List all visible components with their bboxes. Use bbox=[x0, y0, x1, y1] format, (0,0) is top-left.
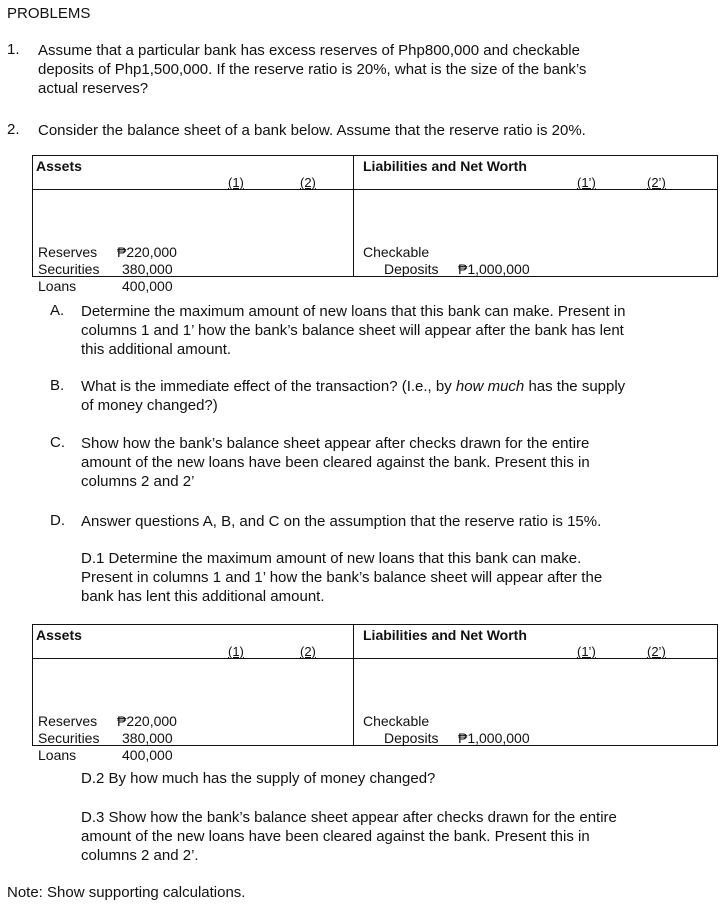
balance-sheet-table bbox=[32, 624, 718, 763]
asset-label: Reserves bbox=[38, 713, 98, 729]
assets-header bbox=[33, 156, 354, 190]
column-2-label: (2) bbox=[300, 175, 316, 190]
part-a-line: this additional amount. bbox=[81, 341, 232, 358]
liabilities-body bbox=[354, 190, 718, 277]
column-2-prime-label: (2’) bbox=[647, 175, 666, 190]
asset-value: ₱220,000 bbox=[117, 713, 177, 729]
liabilities-title: Liabilities and Net Worth bbox=[363, 158, 527, 174]
column-2-label: (2) bbox=[300, 644, 316, 659]
part-d3-line: columns 2 and 2’. bbox=[81, 847, 199, 864]
column-1-prime-label: (1’) bbox=[577, 175, 596, 190]
assets-header bbox=[33, 625, 354, 659]
part-c-line: amount of the new loans have been cleared against the bank. Present this in bbox=[81, 454, 590, 471]
part-b-line: of money changed?) bbox=[81, 397, 218, 414]
problem-1-text bbox=[38, 41, 586, 98]
page-title: PROBLEMS bbox=[7, 5, 91, 22]
part-a-line: Determine the maximum amount of new loans that this bank can make. Present in bbox=[81, 303, 626, 320]
part-d3-line: D.3 Show how the bank’s balance sheet appear after checks drawn for the entire bbox=[81, 809, 617, 826]
problem-2-text: Consider the balance sheet of a bank below. Assume that the reserve ratio is 20%. bbox=[38, 122, 586, 139]
part-b-letter: B. bbox=[50, 377, 65, 394]
part-b-text-pre: What is the immediate effect of the transaction? (I.e., by bbox=[81, 378, 456, 395]
liability-label: Deposits bbox=[384, 261, 439, 277]
part-d2-text: D.2 By how much has the supply of money changed? bbox=[81, 770, 436, 787]
problem-1-line: Assume that a particular bank has excess reserves of Php800,000 and checkable bbox=[38, 42, 580, 59]
part-c-text bbox=[81, 434, 590, 491]
liability-value: ₱1,000,000 bbox=[458, 261, 530, 277]
part-b-emphasis: how much bbox=[455, 378, 525, 395]
asset-value: ₱220,000 bbox=[117, 244, 177, 260]
part-c-line: Show how the bank’s balance sheet appear after checks drawn for the entire bbox=[81, 435, 590, 452]
part-d-letter: D. bbox=[50, 512, 65, 529]
asset-label: Securities bbox=[38, 730, 100, 746]
assets-body bbox=[33, 190, 354, 294]
problem-1-line: actual reserves? bbox=[38, 80, 149, 97]
note: Note: Show supporting calculations. bbox=[7, 884, 246, 901]
asset-label: Securities bbox=[38, 261, 100, 277]
part-d3-line: amount of the new loans have been cleared against the bank. Present this in bbox=[81, 828, 590, 845]
asset-value: 380,000 bbox=[122, 261, 173, 277]
column-1-label: (1) bbox=[228, 175, 244, 190]
problem-1-line: deposits of Php1,500,000. If the reserve ratio is 20%, what is the size of the bank’s bbox=[38, 61, 587, 78]
column-2-prime-label: (2’) bbox=[647, 644, 666, 659]
balance-sheet-table bbox=[32, 155, 718, 294]
part-c-line: columns 2 and 2’ bbox=[81, 473, 195, 490]
part-d1-line: bank has lent this additional amount. bbox=[81, 588, 325, 605]
part-b-text bbox=[81, 377, 625, 415]
liabilities-header bbox=[354, 156, 718, 190]
asset-label: Loans bbox=[38, 747, 77, 763]
part-a-letter: A. bbox=[50, 302, 65, 319]
asset-value: 400,000 bbox=[122, 747, 173, 763]
part-b-line bbox=[81, 377, 625, 396]
part-d3-text bbox=[81, 808, 617, 865]
part-a-text bbox=[81, 302, 625, 359]
liabilities-header bbox=[354, 625, 718, 659]
part-b-text-post: has the supply bbox=[524, 378, 626, 395]
asset-label: Reserves bbox=[38, 244, 98, 260]
column-1-label: (1) bbox=[228, 644, 244, 659]
asset-value: 380,000 bbox=[122, 730, 173, 746]
problem-1-number: 1. bbox=[7, 41, 20, 58]
assets-title: Assets bbox=[36, 627, 82, 643]
liability-label: Deposits bbox=[384, 730, 439, 746]
part-c-letter: C. bbox=[50, 434, 65, 451]
problem-2-number: 2. bbox=[7, 121, 20, 138]
part-d1-line: Present in columns 1 and 1’ how the bank’s balance sheet will appear after the bbox=[81, 569, 603, 586]
liabilities-body bbox=[354, 659, 718, 746]
part-a-line: columns 1 and 1’ how the bank’s balance sheet will appear after the bank has lent bbox=[81, 322, 624, 339]
column-1-prime-label: (1’) bbox=[577, 644, 596, 659]
liability-label: Checkable bbox=[363, 244, 430, 260]
asset-value: 400,000 bbox=[122, 278, 173, 294]
asset-label: Loans bbox=[38, 278, 77, 294]
assets-title: Assets bbox=[36, 158, 82, 174]
part-d1-text bbox=[81, 549, 602, 606]
part-d1-line: D.1 Determine the maximum amount of new loans that this bank can make. bbox=[81, 550, 582, 567]
liability-label: Checkable bbox=[363, 713, 430, 729]
liability-value: ₱1,000,000 bbox=[458, 730, 530, 746]
assets-body bbox=[33, 659, 354, 763]
liabilities-title: Liabilities and Net Worth bbox=[363, 627, 527, 643]
part-d-text: Answer questions A, B, and C on the assumption that the reserve ratio is 15%. bbox=[81, 513, 602, 530]
